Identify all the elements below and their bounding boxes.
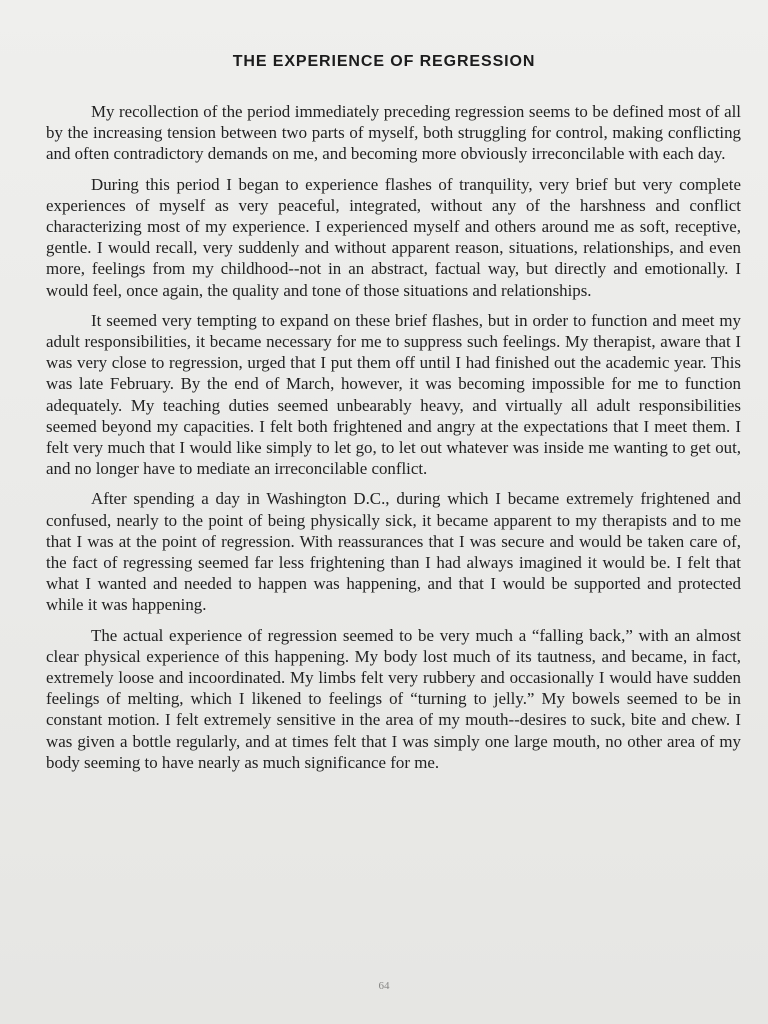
body-text xyxy=(46,101,741,773)
paragraph-5: The actual experience of regression seemed to be very much a “falling back,” with an almost clear physical experience of this happening. My body lost much of its tautness, and became, in fact, extremely loose and incoordinated. My limbs felt very rubbery and occasionally I would have sudden feelings of melting, which I likened to feelings of “turning to jelly.” My bowels seemed to be in constant motion. I felt extremely sensitive in the area of my mouth--desires to suck, bite and chew. I was given a bottle regularly, and at times felt that I was simply one large mouth, no other area of my body seeming to have nearly as much significance for me. xyxy=(46,625,741,772)
paragraph-3: It seemed very tempting to expand on these brief flashes, but in order to function and meet my adult responsibilities, it became necessary for me to suppress such feelings. My therapist, aware that I was very close to regression, urged that I put them off until I had finished out the academic year. This was late February. By the end of March, however, it was becoming impossible for me to function adequately. My teaching duties seemed unbearably heavy, and virtually all adult responsibilities seemed beyond my capacities. I felt both frightened and angry at the expectations that I meet them. I felt very much that I would like simply to let go, to let out whatever was inside me wanting to get out, and no longer have to mediate an irreconcilable conflict. xyxy=(46,310,741,479)
page-number: 64 xyxy=(378,980,390,992)
paragraph-2: During this period I began to experience flashes of tranquility, very brief but very complete experiences of myself as very peaceful, integrated, without any of the harshness and conflict characterizing most of my experience. I experienced myself and others around me as soft, receptive, gentle. I would recall, very suddenly and without apparent reason, situations, relationships, and even more, feelings from my childhood--not in an abstract, factual way, but directly and emotionally. I would feel, once again, the quality and tone of those situations and relationships. xyxy=(46,174,741,300)
paragraph-4: After spending a day in Washington D.C., during which I became extremely frightened and confused, nearly to the point of being physically sick, it became apparent to my therapists and to me that I was at the point of regression. With reassurances that I was secure and would be taken care of, the fact of regressing seemed far less frightening than I had always imagined it would be. I felt that what I wanted and needed to happen was happening, and that I would be supported and protected while it was happening. xyxy=(46,489,741,615)
chapter-title: THE EXPERIENCE OF REGRESSION xyxy=(232,53,536,70)
paragraph-1: My recollection of the period immediately preceding regression seems to be defined most of all by the increasing tension between two parts of myself, both struggling for control, making conflicting and often contradictory demands on me, and becoming more obviously irreconcilable with each day. xyxy=(46,102,741,164)
